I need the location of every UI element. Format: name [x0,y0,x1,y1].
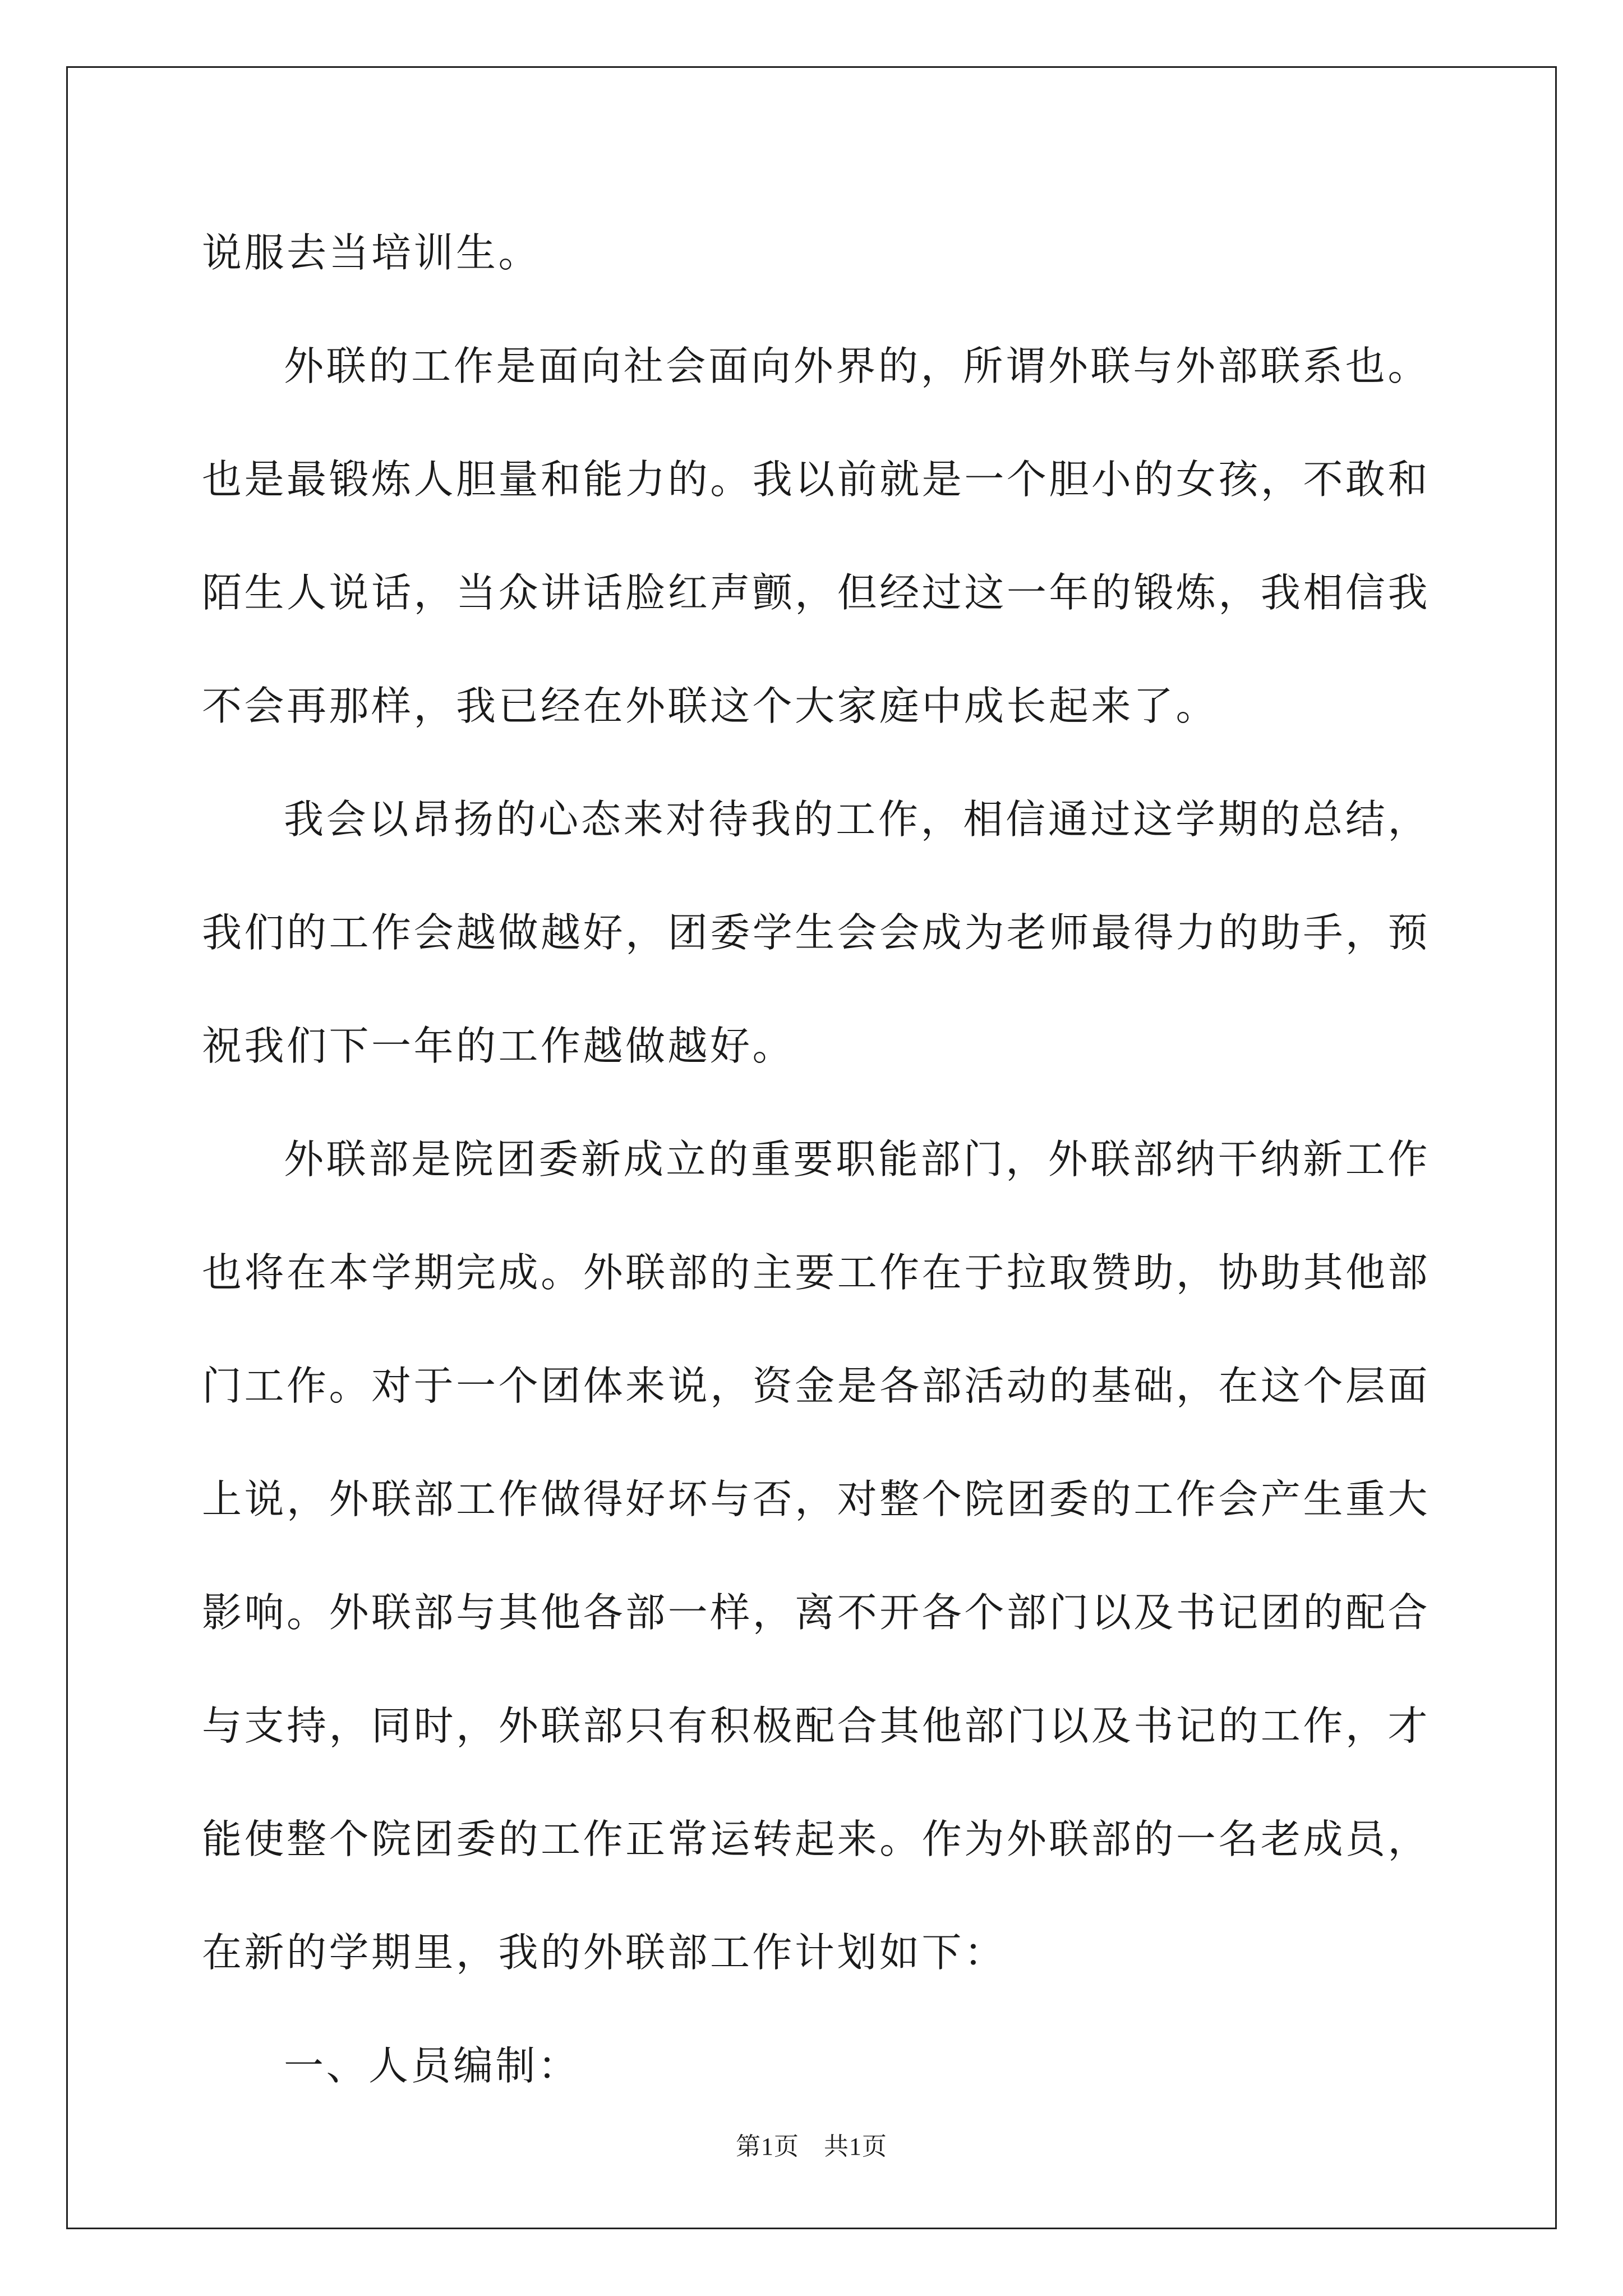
paragraph: 外联的工作是面向社会面向外界的，所谓外联与外部联系也。也是最锻炼人胆量和能力的。我以前就是一个胆小的女孩，不敢和陌生人说话，当众讲话脸红声颤，但经过这一年的锻炼，我相信我不会再那样，我已经在外联这个大家庭中成长起来了。 [202,343,1430,729]
paragraph: 外联部是院团委新成立的重要职能部门，外联部纳干纳新工作也将在本学期完成。外联部的主要工作在于拉取赞助，协助其他部门工作。对于一个团体来说，资金是各部活动的基础，在这个层面上说，外联部工作做得好坏与否，对整个院团委的工作会产生重大影响。外联部与其他各部一样，离不开各个部门以及书记团的配合与支持，同时，外联部只有积极配合其他部门以及书记的工作，才能使整个院团委的工作正常运转起来。作为外联部的一名老成员，在新的学期里，我的外联部工作计划如下： [202,1136,1430,1976]
document-body [202,196,1430,2123]
paragraph: 说服去当培训生。 [202,229,541,276]
page-total: 共1页 [824,2133,887,2160]
page-footer [0,2126,1623,2162]
section-heading: 一、人员编制： [284,2042,580,2089]
page-number: 第1页 [736,2133,799,2160]
paragraph: 我会以昂扬的心态来对待我的工作，相信通过这学期的总结，我们的工作会越做越好，团委学生会会成为老师最得力的助手，预祝我们下一年的工作越做越好。 [202,796,1430,1069]
